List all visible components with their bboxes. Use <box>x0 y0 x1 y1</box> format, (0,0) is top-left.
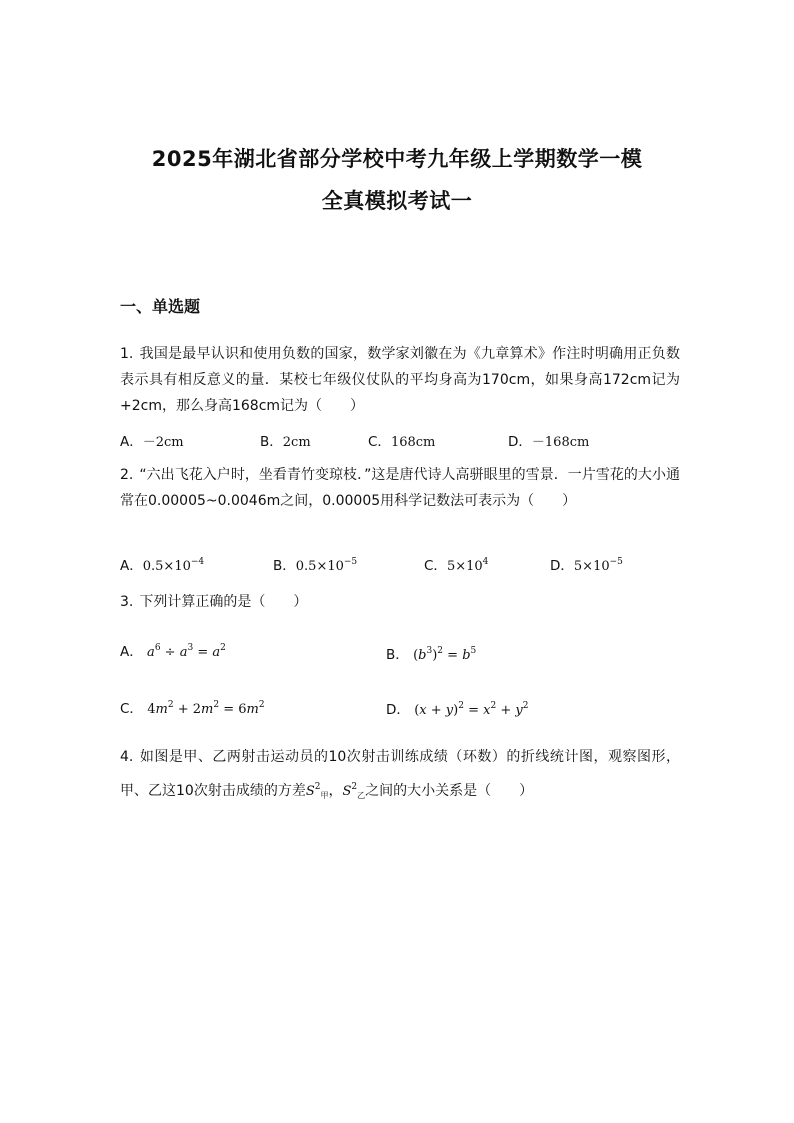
document-title-line-1: 2025年湖北省部分学校中考九年级上学期数学一模 <box>151 147 643 171</box>
q2-option-a[interactable]: A．$0.5\times 10^{-4}$ <box>120 557 205 574</box>
question-text: “六出飞花入户时，坐看青竹变琼枝．”这是唐代诗人高骈眼里的雪景．一片雪花的大小通常在0.00005~0.0046m之间，0.00005用科学记数法可表示为（ ） <box>120 467 680 509</box>
section-heading: 一、单选题 <box>120 297 201 316</box>
q1-option-c[interactable]: C．168cm <box>368 434 436 450</box>
q1-option-a[interactable]: A．－2cm <box>120 434 184 450</box>
question-number: 4. <box>120 749 134 765</box>
option-value: 2cm <box>282 435 311 450</box>
option-formula: $(x + y)^2 = x^2 + y^2$ <box>414 701 529 718</box>
q3-option-b[interactable]: B． $(b^3)^2 = b^5$ <box>386 646 477 663</box>
question-text: 如图是甲、乙两射击运动员的10次射击训练成绩（环数）的折线统计图，观察图形，甲、乙这10次射击成绩的方差 <box>120 749 680 799</box>
question-text: 下列计算正确的是（ ） <box>139 594 308 610</box>
option-value: 168cm <box>390 435 436 450</box>
q1-option-d[interactable]: D．－168cm <box>508 434 590 450</box>
option-value: －2cm <box>142 435 184 450</box>
q2-option-c[interactable]: C．$5\times 10^4$ <box>424 557 489 574</box>
option-formula: $4m^2 + 2m^2 = 6m^2$ <box>147 700 265 717</box>
option-value: －168cm <box>531 435 590 450</box>
question-number: 3. <box>120 594 134 610</box>
question-number: 1. <box>120 346 134 362</box>
option-formula: $(b^3)^2 = b^5$ <box>413 646 477 663</box>
variance-yi: $S^2_乙$ <box>342 782 366 800</box>
option-value: $0.5\times 10^{-4}$ <box>142 557 205 574</box>
q1-option-b[interactable]: B．2cm <box>260 434 311 450</box>
option-value: $5\times 10^4$ <box>446 557 489 574</box>
question-1 <box>120 341 680 419</box>
document-title-line-2: 全真模拟考试一 <box>321 189 473 213</box>
question-number: 2. <box>120 467 134 483</box>
question-text: 我国是最早认识和使用负数的国家，数学家刘徽在为《九章算术》作注时明确用正负数表示具有相反意义的量．某校七年级仪仗队的平均身高为170cm，如果身高172cm记为+2cm，那么身高168cm记为（ ） <box>120 346 680 414</box>
q3-option-d[interactable]: D． $(x + y)^2 = x^2 + y^2$ <box>386 701 529 718</box>
option-formula: $a^6 \div a^3 = a^2$ <box>147 643 226 660</box>
q3-option-c[interactable]: C． $4m^2 + 2m^2 = 6m^2$ <box>120 700 265 717</box>
q2-option-d[interactable]: D．$5\times 10^{-5}$ <box>550 557 623 574</box>
question-3 <box>120 589 680 615</box>
q3-option-a[interactable]: A． $a^6 \div a^3 = a^2$ <box>120 643 226 660</box>
option-value: $0.5\times 10^{-5}$ <box>295 557 358 574</box>
question-4: 4. 如图是甲、乙两射击运动员的10次射击训练成绩（环数）的折线统计图，观察图形，甲、乙这10次射击成绩的方差$S^2_甲$，$S^2_乙$之间的大小关系是（ ） <box>120 749 680 800</box>
question-text-end: 之间的大小关系是（ ） <box>365 783 534 799</box>
variance-jia: $S^2_甲$ <box>305 782 329 800</box>
question-2 <box>120 462 680 514</box>
option-value: $5\times 10^{-5}$ <box>573 557 623 574</box>
q2-option-b[interactable]: B．$0.5\times 10^{-5}$ <box>273 557 358 574</box>
